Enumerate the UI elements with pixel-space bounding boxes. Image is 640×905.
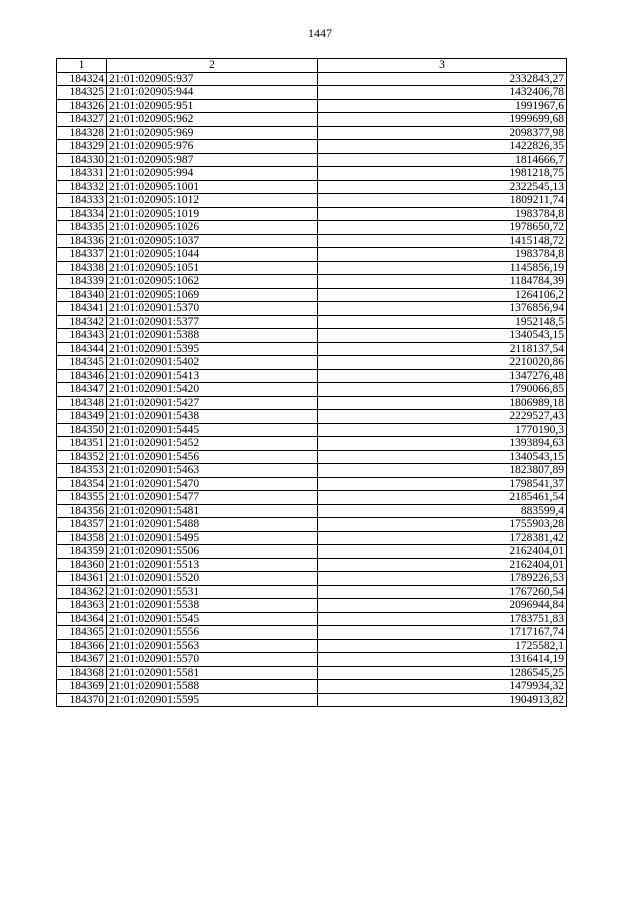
cadastral-number-cell: 21:01:020901:5520	[107, 572, 318, 586]
row-number-cell: 184350	[57, 423, 107, 437]
value-cell: 1798541,37	[318, 477, 567, 491]
cadastral-number-cell: 21:01:020901:5563	[107, 639, 318, 653]
table-row	[57, 288, 567, 302]
table-row	[57, 342, 567, 356]
table-row	[57, 585, 567, 599]
value-cell: 1983784,8	[318, 248, 567, 262]
value-cell: 1823807,89	[318, 464, 567, 478]
cadastral-number-cell: 21:01:020901:5477	[107, 491, 318, 505]
row-number-cell: 184346	[57, 369, 107, 383]
table-row	[57, 680, 567, 694]
row-number-cell: 184352	[57, 450, 107, 464]
row-number-cell: 184354	[57, 477, 107, 491]
table-row	[57, 140, 567, 154]
cadastral-number-cell: 21:01:020901:5556	[107, 626, 318, 640]
cadastral-number-cell: 21:01:020901:5545	[107, 612, 318, 626]
row-number-cell: 184339	[57, 275, 107, 289]
row-number-cell: 184342	[57, 315, 107, 329]
row-number-cell: 184357	[57, 518, 107, 532]
row-number-cell: 184341	[57, 302, 107, 316]
table-row	[57, 639, 567, 653]
cadastral-number-cell: 21:01:020905:1044	[107, 248, 318, 262]
value-cell: 1809211,74	[318, 194, 567, 208]
cadastral-number-cell: 21:01:020901:5506	[107, 545, 318, 559]
value-cell: 1717167,74	[318, 626, 567, 640]
cadastral-number-cell: 21:01:020901:5470	[107, 477, 318, 491]
header-row	[57, 59, 567, 73]
table-row	[57, 693, 567, 707]
row-number-cell: 184324	[57, 72, 107, 86]
cadastral-number-cell: 21:01:020901:5595	[107, 693, 318, 707]
row-number-cell: 184368	[57, 666, 107, 680]
cadastral-number-cell: 21:01:020905:962	[107, 113, 318, 127]
value-cell: 1981218,75	[318, 167, 567, 181]
value-cell: 1145856,19	[318, 261, 567, 275]
value-cell: 1999699,68	[318, 113, 567, 127]
table-row	[57, 72, 567, 86]
value-cell: 2118137,54	[318, 342, 567, 356]
table-row	[57, 180, 567, 194]
cadastral-number-cell: 21:01:020901:5456	[107, 450, 318, 464]
table-row	[57, 666, 567, 680]
value-cell: 1340543,15	[318, 450, 567, 464]
value-cell: 2322545,13	[318, 180, 567, 194]
table-row	[57, 369, 567, 383]
table-row	[57, 234, 567, 248]
value-cell: 1991967,6	[318, 99, 567, 113]
cadastral-number-cell: 21:01:020905:994	[107, 167, 318, 181]
value-cell: 1806989,18	[318, 396, 567, 410]
value-cell: 1376856,94	[318, 302, 567, 316]
row-number-cell: 184334	[57, 207, 107, 221]
value-cell: 883599,4	[318, 504, 567, 518]
table-row	[57, 464, 567, 478]
cadastral-number-cell: 21:01:020901:5581	[107, 666, 318, 680]
cadastral-number-cell: 21:01:020901:5377	[107, 315, 318, 329]
row-number-cell: 184360	[57, 558, 107, 572]
table-row	[57, 221, 567, 235]
table-row	[57, 113, 567, 127]
row-number-cell: 184336	[57, 234, 107, 248]
value-cell: 1790066,85	[318, 383, 567, 397]
cadastral-number-cell: 21:01:020901:5481	[107, 504, 318, 518]
row-number-cell: 184328	[57, 126, 107, 140]
table-row	[57, 99, 567, 113]
row-number-cell: 184325	[57, 86, 107, 100]
cadastral-number-cell: 21:01:020905:1062	[107, 275, 318, 289]
table-row	[57, 437, 567, 451]
row-number-cell: 184358	[57, 531, 107, 545]
value-cell: 1814666,7	[318, 153, 567, 167]
table-row	[57, 126, 567, 140]
row-number-cell: 184349	[57, 410, 107, 424]
row-number-cell: 184330	[57, 153, 107, 167]
table-row	[57, 153, 567, 167]
row-number-cell: 184335	[57, 221, 107, 235]
cadastral-number-cell: 21:01:020905:976	[107, 140, 318, 154]
row-number-cell: 184369	[57, 680, 107, 694]
cadastral-number-cell: 21:01:020905:944	[107, 86, 318, 100]
cadastral-number-cell: 21:01:020901:5402	[107, 356, 318, 370]
row-number-cell: 184356	[57, 504, 107, 518]
cadastral-number-cell: 21:01:020901:5488	[107, 518, 318, 532]
cadastral-number-cell: 21:01:020901:5452	[107, 437, 318, 451]
row-number-cell: 184343	[57, 329, 107, 343]
cadastral-number-cell: 21:01:020905:1001	[107, 180, 318, 194]
cadastral-number-cell: 21:01:020905:951	[107, 99, 318, 113]
table-row	[57, 383, 567, 397]
table-header	[57, 59, 567, 73]
cadastral-number-cell: 21:01:020901:5538	[107, 599, 318, 613]
row-number-cell: 184340	[57, 288, 107, 302]
cadastral-number-cell: 21:01:020901:5413	[107, 369, 318, 383]
cadastral-number-cell: 21:01:020905:1037	[107, 234, 318, 248]
row-number-cell: 184361	[57, 572, 107, 586]
cadastral-number-cell: 21:01:020905:1019	[107, 207, 318, 221]
value-cell: 1978650,72	[318, 221, 567, 235]
column-header-1: 1	[57, 59, 107, 73]
cadastral-number-cell: 21:01:020901:5388	[107, 329, 318, 343]
cadastral-number-cell: 21:01:020901:5495	[107, 531, 318, 545]
table-row	[57, 275, 567, 289]
value-cell: 2332843,27	[318, 72, 567, 86]
value-cell: 2185461,54	[318, 491, 567, 505]
table-row	[57, 477, 567, 491]
value-cell: 1904913,82	[318, 693, 567, 707]
cadastral-number-cell: 21:01:020901:5395	[107, 342, 318, 356]
value-cell: 1789226,53	[318, 572, 567, 586]
value-cell: 1728381,42	[318, 531, 567, 545]
value-cell: 1340543,15	[318, 329, 567, 343]
row-number-cell: 184345	[57, 356, 107, 370]
value-cell: 2162404,01	[318, 558, 567, 572]
row-number-cell: 184327	[57, 113, 107, 127]
row-number-cell: 184344	[57, 342, 107, 356]
row-number-cell: 184353	[57, 464, 107, 478]
table-row	[57, 653, 567, 667]
row-number-cell: 184333	[57, 194, 107, 208]
table-row	[57, 450, 567, 464]
table-row	[57, 599, 567, 613]
table-row	[57, 423, 567, 437]
row-number-cell: 184363	[57, 599, 107, 613]
table-row	[57, 194, 567, 208]
table-row	[57, 518, 567, 532]
page-number: 1447	[308, 26, 332, 40]
row-number-cell: 184370	[57, 693, 107, 707]
row-number-cell: 184326	[57, 99, 107, 113]
table-row	[57, 410, 567, 424]
row-number-cell: 184366	[57, 639, 107, 653]
table-row	[57, 302, 567, 316]
value-cell: 1393894,63	[318, 437, 567, 451]
cadastral-number-cell: 21:01:020901:5420	[107, 383, 318, 397]
value-cell: 2162404,01	[318, 545, 567, 559]
value-cell: 1783751,83	[318, 612, 567, 626]
table-row	[57, 612, 567, 626]
cadastral-number-cell: 21:01:020901:5463	[107, 464, 318, 478]
table-row	[57, 572, 567, 586]
cadastral-number-cell: 21:01:020901:5531	[107, 585, 318, 599]
cadastral-number-cell: 21:01:020901:5370	[107, 302, 318, 316]
table-row	[57, 261, 567, 275]
value-cell: 2229527,43	[318, 410, 567, 424]
table-row	[57, 248, 567, 262]
row-number-cell: 184329	[57, 140, 107, 154]
table-row	[57, 545, 567, 559]
value-cell: 1983784,8	[318, 207, 567, 221]
table-row	[57, 207, 567, 221]
cadastral-number-cell: 21:01:020905:987	[107, 153, 318, 167]
row-number-cell: 184355	[57, 491, 107, 505]
value-cell: 2210020,86	[318, 356, 567, 370]
value-cell: 1422826,35	[318, 140, 567, 154]
value-cell: 1479934,32	[318, 680, 567, 694]
column-header-2: 2	[107, 59, 318, 73]
cadastral-number-cell: 21:01:020901:5513	[107, 558, 318, 572]
table-row	[57, 504, 567, 518]
row-number-cell: 184338	[57, 261, 107, 275]
cadastral-number-cell: 21:01:020901:5445	[107, 423, 318, 437]
row-number-cell: 184364	[57, 612, 107, 626]
table-row	[57, 356, 567, 370]
row-number-cell: 184348	[57, 396, 107, 410]
value-cell: 1432406,78	[318, 86, 567, 100]
cadastral-number-cell: 21:01:020905:1069	[107, 288, 318, 302]
table-row	[57, 626, 567, 640]
value-cell: 1725582,1	[318, 639, 567, 653]
row-number-cell: 184365	[57, 626, 107, 640]
value-cell: 1415148,72	[318, 234, 567, 248]
row-number-cell: 184332	[57, 180, 107, 194]
value-cell: 1767260,54	[318, 585, 567, 599]
row-number-cell: 184337	[57, 248, 107, 262]
row-number-cell: 184351	[57, 437, 107, 451]
table-body	[57, 72, 567, 707]
table-row	[57, 329, 567, 343]
cadastral-number-cell: 21:01:020901:5438	[107, 410, 318, 424]
row-number-cell: 184359	[57, 545, 107, 559]
value-cell: 1755903,28	[318, 518, 567, 532]
cadastral-number-cell: 21:01:020905:1051	[107, 261, 318, 275]
row-number-cell: 184347	[57, 383, 107, 397]
table-row	[57, 531, 567, 545]
value-cell: 1347276,48	[318, 369, 567, 383]
cadastral-number-cell: 21:01:020905:937	[107, 72, 318, 86]
value-cell: 1264106,2	[318, 288, 567, 302]
cadastral-number-cell: 21:01:020905:1026	[107, 221, 318, 235]
table-row	[57, 491, 567, 505]
cadastral-number-cell: 21:01:020901:5570	[107, 653, 318, 667]
value-cell: 1770190,3	[318, 423, 567, 437]
cadastral-number-cell: 21:01:020901:5588	[107, 680, 318, 694]
value-cell: 1184784,39	[318, 275, 567, 289]
cadastral-number-cell: 21:01:020901:5427	[107, 396, 318, 410]
value-cell: 1286545,25	[318, 666, 567, 680]
column-header-3: 3	[318, 59, 567, 73]
row-number-cell: 184367	[57, 653, 107, 667]
cadastral-number-cell: 21:01:020905:1012	[107, 194, 318, 208]
value-cell: 2096944,84	[318, 599, 567, 613]
cadastral-number-cell: 21:01:020905:969	[107, 126, 318, 140]
data-table	[56, 58, 567, 707]
value-cell: 2098377,98	[318, 126, 567, 140]
table-row	[57, 315, 567, 329]
table-row	[57, 86, 567, 100]
row-number-cell: 184362	[57, 585, 107, 599]
table-row	[57, 167, 567, 181]
row-number-cell: 184331	[57, 167, 107, 181]
table-row	[57, 396, 567, 410]
value-cell: 1316414,19	[318, 653, 567, 667]
value-cell: 1952148,5	[318, 315, 567, 329]
table-row	[57, 558, 567, 572]
